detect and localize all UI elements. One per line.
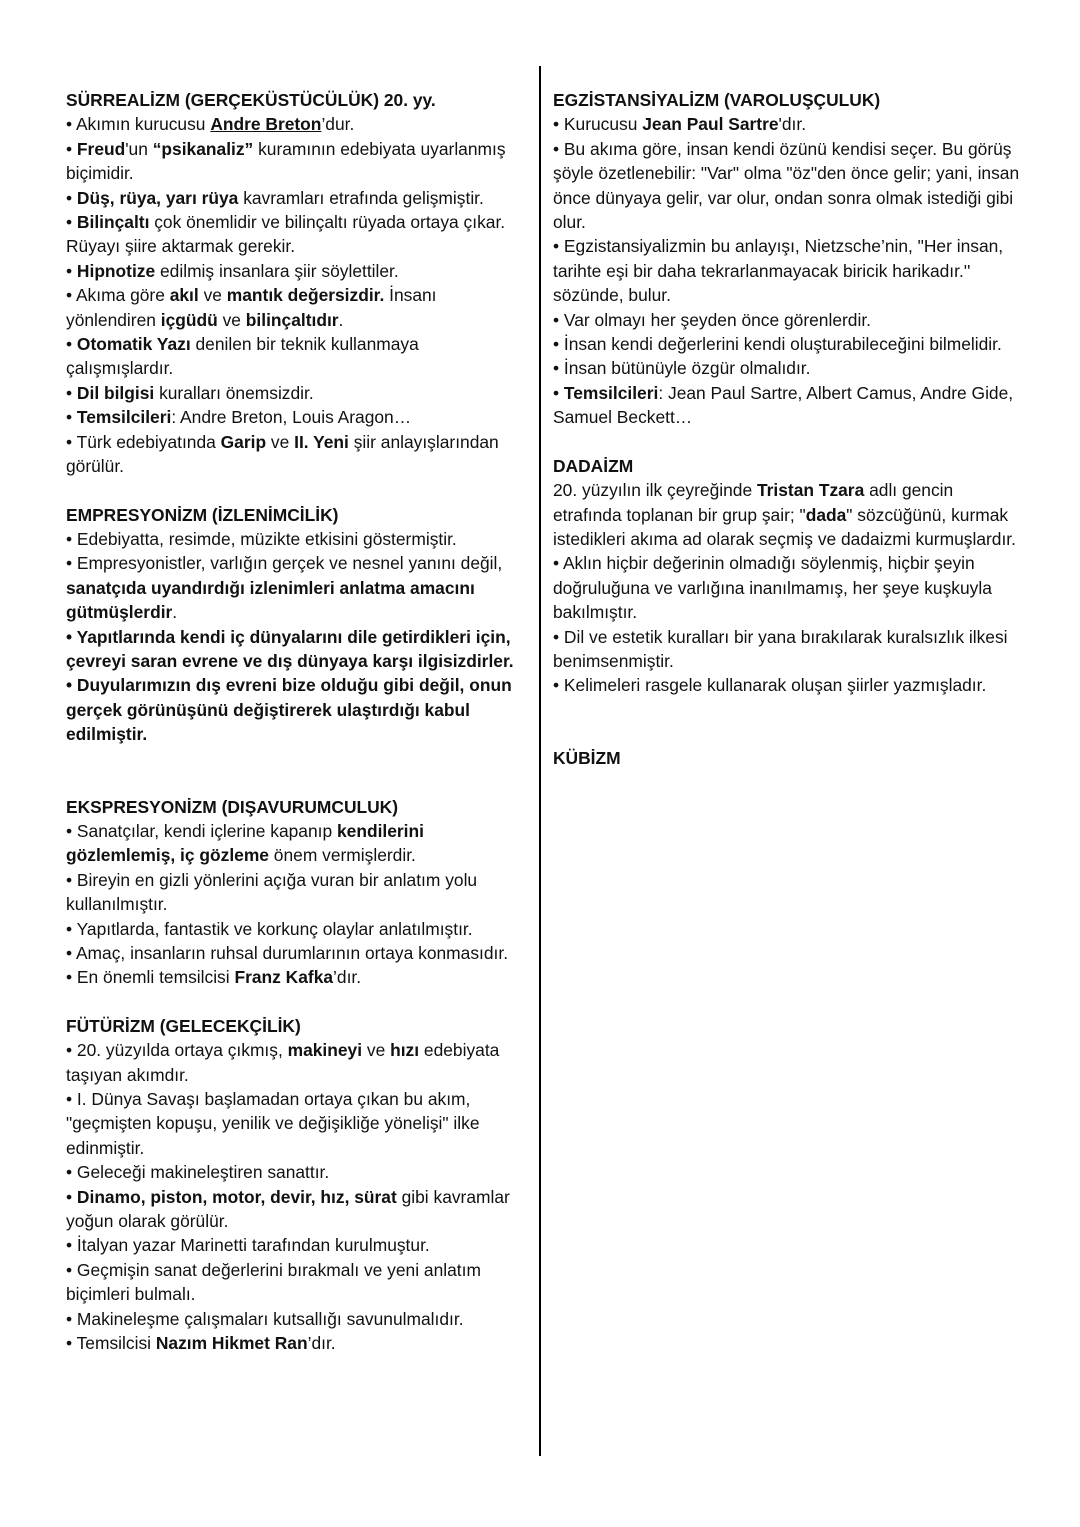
bullet-item [66, 283, 528, 332]
bullet-item [66, 819, 528, 868]
text-run: ve [198, 285, 227, 306]
text-run: Temsilcileri [76, 407, 172, 428]
text-run: • Temsilcisi [66, 1333, 156, 1354]
bullet-item [66, 430, 528, 479]
text-run: sanatçıda uyandırdığı izlenimleri anlatma amacını gütmüşlerdir [66, 577, 475, 623]
text-run: Jean Paul Sartre [642, 114, 779, 135]
text-run: ’dur. [321, 114, 355, 135]
text-run: • [66, 1186, 77, 1207]
bullet-item [553, 625, 1023, 674]
text-run: • Duyularımızın dış evreni bize olduğu gibi değil, onun gerçek görünüşünü değiştirerek ulaştırdığı kabul edilmiştir. [66, 675, 512, 745]
text-run: denilen bir teknik kullanmaya çalışmışlardır. [66, 334, 419, 379]
bullet-item [553, 356, 1023, 380]
text-run: • [66, 187, 77, 208]
text-run: 'dır. [778, 114, 807, 135]
section-title: DADAİZM [553, 455, 634, 476]
text-run: : Jean Paul Sartre, Albert Camus, Andre Gide, Samuel Beckett… [553, 382, 1014, 428]
text-run: kendilerini gözlemlemiş, iç gözleme [66, 820, 424, 866]
section-title: EGZİSTANSİYALİZM (VAROLUŞÇULUK) [553, 90, 881, 110]
text-run: “psikanaliz” [152, 138, 254, 159]
text-run: • Var olmayı her şeyden önce görenlerdir. [553, 309, 871, 330]
text-run: • [66, 334, 77, 355]
text-run: ’dır. [333, 967, 362, 988]
bullet-item [66, 1331, 528, 1355]
text-run: • Makineleşme çalışmaları kutsallığı savunulmalıdır. [66, 1308, 464, 1329]
bullet-item [66, 1307, 528, 1331]
bullet-item [553, 478, 1023, 551]
bullet-item [66, 1185, 528, 1234]
section-body [66, 527, 528, 747]
text-run: Andre Breton [210, 114, 322, 135]
text-run: ve [217, 309, 246, 330]
bullet-item [553, 137, 1023, 235]
bullet-item [66, 527, 528, 551]
bullet-item [66, 1258, 528, 1307]
text-run: kuralları önemsizdir. [154, 382, 314, 403]
text-run: bilinçaltıdır [245, 309, 339, 330]
section-title: EMPRESYONİZM (İZLENİMCİLİK) [66, 504, 339, 525]
bullet-item [66, 381, 528, 405]
bullet-item [553, 112, 1023, 136]
bullet-item [553, 332, 1023, 356]
text-run: ’dır. [307, 1333, 336, 1354]
bullet-item [553, 234, 1023, 307]
bullet-item [553, 308, 1023, 332]
text-run: • İnsan bütünüyle özgür olmalıdır. [553, 358, 811, 379]
text-run: . [338, 309, 344, 330]
bullet-item [553, 673, 1023, 697]
text-run: mantık değersizdir. [226, 285, 385, 306]
bullet-item [66, 917, 528, 941]
right-column [553, 88, 1023, 770]
column-divider [539, 66, 541, 1456]
text-run: . [172, 602, 178, 623]
section-futurizm [66, 1014, 528, 1356]
text-run: • [66, 407, 77, 428]
section-kubizm [553, 746, 1023, 770]
text-run: Bilinçaltı [76, 212, 150, 233]
text-run: • Bireyin en gizli yönlerini açığa vuran bir anlatım yolu kullanılmıştır. [66, 869, 478, 915]
section-empresyonizm [66, 503, 528, 747]
text-run: II. Yeni [294, 431, 349, 452]
text-run: " sözcüğünü, kurmak istedikleri akıma ad olarak seçmiş ve dadaizmi kurmuşlardır. [553, 504, 1016, 549]
text-run: • Geleceği makineleştiren sanattır. [66, 1162, 330, 1183]
text-run: • Akımın kurucusu [66, 114, 211, 135]
section-title: KÜBİZM [553, 747, 621, 768]
bullet-item [66, 551, 528, 624]
text-run: • Türk edebiyatında [66, 431, 221, 452]
text-run: : Andre Breton, Louis Aragon… [171, 407, 412, 428]
text-run: önem vermişlerdir. [268, 845, 416, 866]
text-run: Garip [220, 431, 267, 452]
text-run: çok önemlidir ve bilinçaltı rüyada ortaya çıkar. Rüyayı şiire aktarmak gerekir. [66, 212, 506, 257]
text-run: Dil bilgisi [76, 382, 155, 403]
bullet-item [553, 381, 1023, 430]
text-run: • Empresyonistler, varlığın gerçek ve nesnel yanını değil, [66, 553, 503, 574]
text-run: • Edebiyatta, resimde, müzikte etkisini göstermiştir. [66, 528, 457, 549]
text-run: • [66, 138, 77, 159]
text-run: Tristan Tzara [756, 480, 865, 501]
text-run: • [66, 382, 77, 403]
bullet-item [66, 1087, 528, 1160]
text-run: ve [362, 1040, 391, 1061]
text-run: 'un [125, 138, 153, 159]
text-run: Freud [76, 138, 126, 159]
section-body [66, 819, 528, 990]
text-run: hızı [390, 1040, 420, 1061]
text-run: ve [266, 431, 295, 452]
text-run: Franz Kafka [234, 967, 334, 988]
text-run: • Dil ve estetik kuralları bir yana bırakılarak kuralsızlık ilkesi benimsenmiştir. [553, 626, 1008, 671]
section-body [66, 1038, 528, 1355]
section-dadaizm [553, 454, 1023, 698]
section-body [553, 112, 1023, 429]
text-run: • Egzistansiyalizmin bu anlayışı, Nietzsche’nin, "Her insan, tarihte eşi bir daha tekrarlanmayacak biricik harikadır.'' sözünde, bulur. [553, 236, 1004, 306]
text-run: Düş, rüya, yarı rüya [76, 187, 239, 208]
section-title: EKSPRESYONİZM (DIŞAVURUMCULUK) [66, 796, 399, 817]
bullet-item [66, 1038, 528, 1087]
text-run: • Sanatçılar, kendi içlerine kapanıp [66, 820, 337, 841]
text-run: • [553, 382, 564, 403]
text-run: Hipnotize [76, 260, 156, 281]
bullet-item [66, 137, 528, 186]
left-column [66, 88, 528, 1356]
text-run: • Kelimeleri rasgele kullanarak oluşan şiirler yazmışladır. [553, 675, 987, 696]
section-title: FÜTÜRİZM (GELECEKÇİLİK) [66, 1015, 301, 1036]
bullet-item [66, 259, 528, 283]
text-run: • İnsan kendi değerlerini kendi oluşturabileceğini bilmelidir. [553, 334, 1002, 355]
bullet-item [66, 1160, 528, 1184]
bullet-item [66, 1233, 528, 1257]
text-run: • En önemli temsilcisi [66, 967, 235, 988]
text-run: edebiyata taşıyan akımdır. [66, 1040, 500, 1085]
section-title: SÜRREALİZM (GERÇEKÜSTÜCÜLÜK) 20. yy. [66, 90, 436, 110]
text-run: • Amaç, insanların ruhsal durumlarının ortaya konmasıdır. [66, 943, 509, 963]
text-run: • 20. yüzyılda ortaya çıkmış, [66, 1040, 288, 1061]
text-run: dada [805, 504, 847, 525]
text-run: Dinamo, piston, motor, devir, hız, sürat [76, 1186, 397, 1207]
section-egzistansiyalizm [553, 88, 1023, 430]
section-body [66, 112, 528, 478]
text-run: • Yapıtlarında kendi iç dünyalarını dile getirdikleri için, çevreyi saran evrene ve dış dünyaya karşı ilgisizdirler. [66, 626, 514, 671]
text-run: • Yapıtlarda, fantastik ve korkunç olaylar anlatılmıştır. [66, 918, 473, 939]
text-run: • Kurucusu [553, 114, 643, 135]
bullet-item [66, 186, 528, 210]
text-run: makineyi [287, 1040, 363, 1061]
text-run: Otomatik Yazı [76, 334, 191, 355]
text-run: • [66, 260, 77, 281]
text-run: içgüdü [160, 309, 218, 330]
bullet-item [66, 941, 528, 965]
bullet-item [66, 405, 528, 429]
text-run: akıl [169, 285, 199, 306]
text-run: kuramının edebiyata uyarlanmış biçimidir. [66, 138, 506, 184]
bullet-item [66, 965, 528, 989]
text-run: şiir anlayışlarından görülür. [66, 431, 499, 477]
text-run: • Geçmişin sanat değerlerini bırakmalı ve yeni anlatım biçimleri bulmalı. [66, 1259, 481, 1305]
text-run: • Akıma göre [66, 285, 170, 306]
text-run: Nazım Hikmet Ran [155, 1333, 308, 1354]
text-run: • [66, 212, 77, 233]
text-run: • I. Dünya Savaşı başlamadan ortaya çıkan bu akım, "geçmişten kopuşu, yenilik ve değişikliğe yönelişi" ilke edinmiştir. [66, 1089, 480, 1158]
bullet-item [66, 625, 528, 674]
text-run: 20. yüzyılın ilk çeyreğinde [553, 480, 757, 501]
text-run: • Aklın hiçbir değerinin olmadığı söylenmiş, hiçbir şeyin doğruluğuna ve varlığına inanılmamış, her şeye kuşkuyla bakılmıştır. [553, 553, 992, 623]
bullet-item [553, 551, 1023, 624]
bullet-item [66, 112, 528, 136]
text-run: Temsilcileri [563, 382, 659, 403]
bullet-item [66, 210, 528, 259]
text-run: kavramları etrafında gelişmiştir. [238, 187, 484, 208]
text-run: İnsanı yönlendiren [66, 285, 437, 330]
section-surrealizm [66, 88, 528, 479]
text-run: adlı gencin etrafında toplanan bir grup şair; " [553, 480, 954, 525]
text-run: • İtalyan yazar Marinetti tarafından kurulmuştur. [66, 1235, 430, 1256]
text-run: gibi kavramlar yoğun olarak görülür. [66, 1186, 510, 1232]
section-ekspresyonizm [66, 795, 528, 990]
text-run: edilmiş insanlara şiir söylettiler. [155, 260, 399, 281]
bullet-item [66, 868, 528, 917]
text-run: • Bu akıma göre, insan kendi özünü kendisi seçer. Bu görüş şöyle özetlenebilir: "Var" olma "öz"den önce gelir; yani, insan önce dünyaya gelir, var olur, ondan sonra olmak istediği gibi olur. [553, 138, 1020, 233]
bullet-item [66, 332, 528, 381]
section-body [553, 478, 1023, 698]
bullet-item [66, 673, 528, 746]
